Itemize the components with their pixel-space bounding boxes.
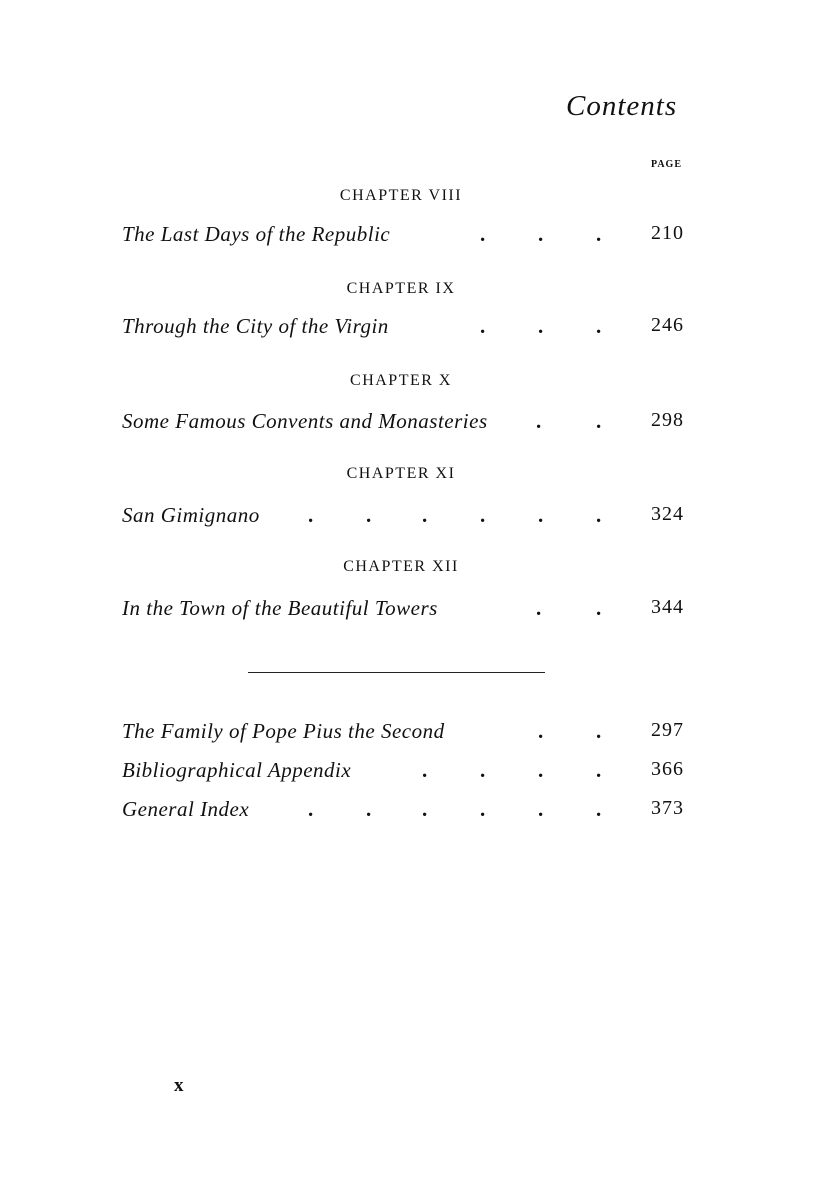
toc-entry: The Family of Pope Pius the Second . . 297 [122,719,684,743]
chapter-heading: CHAPTER VIII [339,187,463,204]
toc-entry: Through the City of the Virgin . . . 246 [122,314,684,338]
entry-title: The Family of Pope Pius the Second [122,719,445,743]
toc-entry: San Gimignano . . . . . . 324 [122,503,684,527]
entry-page-number: 324 [651,503,684,525]
entry-page-number: 246 [651,314,684,336]
entry-page-number: 298 [651,409,684,431]
entry-page-number: 373 [651,797,684,819]
page-folio: x [174,1075,184,1096]
entry-page-number: 344 [651,596,684,618]
entry-title: General Index [122,797,250,821]
entry-title: Through the City of the Virgin [122,314,389,338]
chapter-heading: CHAPTER IX [346,280,456,297]
page-column-label: PAGE [650,159,682,170]
section-divider [248,672,545,673]
page-title: Contents [566,90,678,122]
chapter-heading: CHAPTER XI [346,465,456,482]
toc-entry: General Index . . . . . . 373 [122,797,684,821]
chapter-heading: CHAPTER X [350,372,452,389]
entry-title: Bibliographical Appendix [122,758,352,782]
entry-page-number: 210 [651,222,684,244]
toc-entry: Some Famous Convents and Monasteries . . 298 [122,409,684,433]
toc-entry: In the Town of the Beautiful Towers . . 344 [122,596,684,620]
chapter-heading: CHAPTER XII [343,558,459,575]
entry-title: Some Famous Convents and Monasteries [122,409,488,433]
toc-entry: Bibliographical Appendix . . . . 366 [122,758,684,782]
entry-title: In the Town of the Beautiful Towers [122,596,438,620]
entry-page-number: 297 [651,719,684,741]
toc-entry: The Last Days of the Republic . . . 210 [122,222,684,246]
entry-title: San Gimignano [122,503,260,527]
entry-title: The Last Days of the Republic [122,222,391,246]
entry-page-number: 366 [651,758,684,780]
